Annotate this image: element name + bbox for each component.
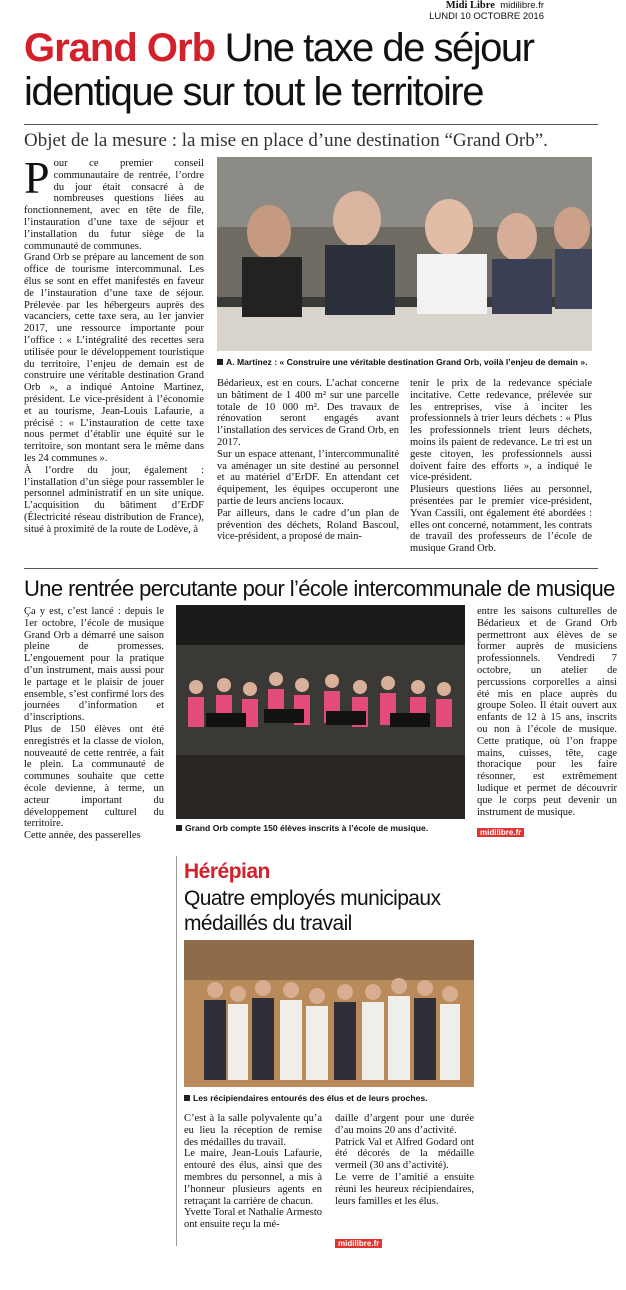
masthead — [429, 0, 544, 22]
article3-paragraph: Yvette Toral et Nathalie Armesto ont ensuite reçu la mé- — [184, 1207, 322, 1231]
site-name: midilibre.fr — [500, 0, 544, 11]
article3-paragraph: C’est à la salle polyvalente qu’a eu lieu la réception de remise des médailles du travail. — [184, 1113, 322, 1148]
article3-title-line1: Quatre employés municipaux — [184, 887, 441, 910]
brand-tag: midilibre.fr — [335, 1239, 382, 1248]
article1-column-1 — [24, 152, 204, 536]
article1-paragraph: tenir le prix de la redevance spéciale incitative. Cette redevance, prélevée sur les entreprises, vise à inciter les professionnels à trier leurs déchets : « Plus les professionnels trient leurs déchets, moins ils paient de redevance. Le tri est un geste citoyen, les professionnels aussi doivent faire des efforts », a indiqué le vice-président. — [410, 378, 592, 484]
article3-paragraph: Le verre de l’amitié a ensuite réuni les heureux récipiendaires, leurs familles et les élus. — [335, 1171, 474, 1207]
article2-title: Une rentrée percutante pour l’école intercommunale de musique — [24, 576, 615, 601]
article2-photo-caption — [176, 823, 476, 833]
article1-paragraph: À l’ordre du jour, également : l’installation d’un siège pour rassembler le personnel administratif en un site unique. L’acquisition du bâtiment d’ErDF (Électricité réseau distribution de France), situé à proximité de la route de Lodève, à — [24, 464, 204, 535]
caption-text: A. Martinez : « Construire une véritable destination Grand Orb, voilà l’enjeu de demain ». — [226, 357, 588, 367]
article2-paragraph: entre les saisons culturelles de Bédarieux et de Grand Orb permettront aux élèves de se former auprès de musiciens professionnels. Vendredi 7 octobre, un atelier de percussions corporelles a ainsi été mis en place auprès du groupe Soleo. Il était ouvert aux enfants de 12 à 15 ans, inscrits ou non à l’école de musique. Cette pratique, où l’on frappe mains, cuisses, tête, cage thoracique pour les faire résonner, est extrêmement ludique et permet de découvrir que le corps peut devenir un instrument de musique. — [477, 606, 617, 818]
article2-column-2 — [477, 606, 617, 818]
article2-paragraph: Plus de 150 élèves ont été enregistrés et la classe de violon, nouveauté de cette rentrée, a fait le plein. La communauté de communes souhaite que cette école devienne, à terme, un acteur important du développement culturel du territoire. — [24, 723, 164, 830]
article3-box-border — [176, 856, 177, 1246]
article2-column-1 — [24, 606, 164, 842]
article1-column-3 — [410, 378, 592, 555]
article3-photo-caption — [184, 1093, 484, 1103]
article1-column-2 — [217, 378, 399, 543]
article1-paragraph: our ce premier conseil communautaire de rentrée, l’ordre du jour était consacré à de nombreuses questions liées au fonctionnement, avec en tête de file, l’instauration d’une taxe de séjour et l’installation du futur siège de la communauté de communes. — [24, 158, 204, 252]
article1-photo-caption — [217, 357, 595, 367]
article1-paragraph: Plusieurs questions liées au personnel, présentées par le premier vice-président, Yvan Cassili, ont également été abordées : elles ont concerné, notamment, les contrats de travail des professeurs de l’école de musique Grand Orb. — [410, 484, 592, 555]
article3-brand-tag-wrap — [335, 1233, 382, 1251]
article2-paragraph: Cette année, des passerelles — [24, 830, 141, 842]
recipients-photo — [184, 940, 474, 1087]
article3-column-1 — [184, 1113, 322, 1231]
caption-text: Grand Orb compte 150 élèves inscrits à l’école de musique. — [185, 823, 429, 833]
article1-paragraph: Par ailleurs, dans le cadre d’un plan de prévention des déchets, Roland Bascoul, vice-président, a proposé de main- — [217, 507, 399, 543]
article1-subtitle: Objet de la mesure : la mise en place d’une destination “Grand Orb”. — [24, 130, 548, 151]
council-meeting-photo — [217, 157, 592, 351]
article3-paragraph: Patrick Val et Alfred Godard ont été décorés de la médaille vermeil (30 ans d’activité). — [335, 1136, 474, 1172]
article1-paragraph: Sur un espace attenant, l’intercommunalité va aménager un site destiné au personnel et au matériel d’ErDF. En attendant cet équipement, les équipes occuperont une partie de leurs anciens locaux. — [217, 448, 399, 507]
article2-paragraph: Ça y est, c’est lancé : depuis le 1er octobre, l’école de musique Grand Orb a démarré une saison pleine de promesses. L’engouement pour la pratique d’un instrument, mais aussi pour le partage et le plaisir de jouer ensemble, s’est confirmé lors des journées d’information et d’inscriptions. — [24, 606, 164, 724]
article3-column-2 — [335, 1113, 474, 1207]
article1-paragraph: Bédarieux, est en cours. L’achat concerne un bâtiment de 1 400 m² sur une parcelle totale de 10 000 m². Des travaux de rénovation seront engagés avant l’installation des services de Grand Orb, en 2017. — [217, 378, 399, 448]
brand-tag: midilibre.fr — [477, 828, 524, 837]
issue-date: LUNDI 10 OCTOBRE 2016 — [429, 11, 544, 22]
music-school-photo — [176, 605, 465, 819]
divider — [24, 124, 598, 125]
article3-paragraph: daille d’argent pour une durée d’au moins 20 ans d’activité. — [335, 1113, 474, 1136]
article1-headline — [24, 26, 614, 114]
article1-paragraph: Grand Orb se prépare au lancement de son office de tourisme intercommunal. Les élus se sont en effet manifestés en faveur de l’instauration d’une taxe de séjour. Prélevée par les hébergeurs auprès des vacanciers, cette taxe sera, au 1er janvier 2017, une ressource importante pour l’office : « L’intégralité des recettes sera utilisée pour le développement touristique du territoire, l’enjeu de demain est de construire une véritable destination Grand Orb », a indiqué Antoine Martinez, président. Le vice-président à l’économie et au tourisme, Jean-Louis Lafaurie, a précisé : « L’instauration de cette taxe nous permet d’établir une équité sur le territoire, son montant sera le même dans les 24 communes ». — [24, 252, 204, 464]
article3-title — [184, 886, 474, 936]
article3-title-line2: médaillés du travail — [184, 912, 352, 935]
article1-title-line1: Une taxe de séjour — [215, 26, 534, 70]
caption-text: Les récipiendaires entourés des élus et de leurs proches. — [193, 1093, 428, 1103]
article1-kicker: Grand Orb — [24, 26, 216, 70]
divider — [24, 568, 598, 569]
article2-brand-tag-wrap — [477, 822, 524, 840]
article3-kicker: Hérépian — [184, 860, 270, 883]
paper-name: Midi Libre — [445, 0, 495, 11]
article1-title-line2: identique sur tout le territoire — [24, 70, 483, 114]
article3-paragraph: Le maire, Jean-Louis Lafaurie, entouré des élus, ainsi que des membres du personnel, a mis à l’honneur plusieurs agents en retraçant la carrière de chacun. — [184, 1148, 322, 1207]
article1-dropcap: P — [24, 152, 50, 203]
